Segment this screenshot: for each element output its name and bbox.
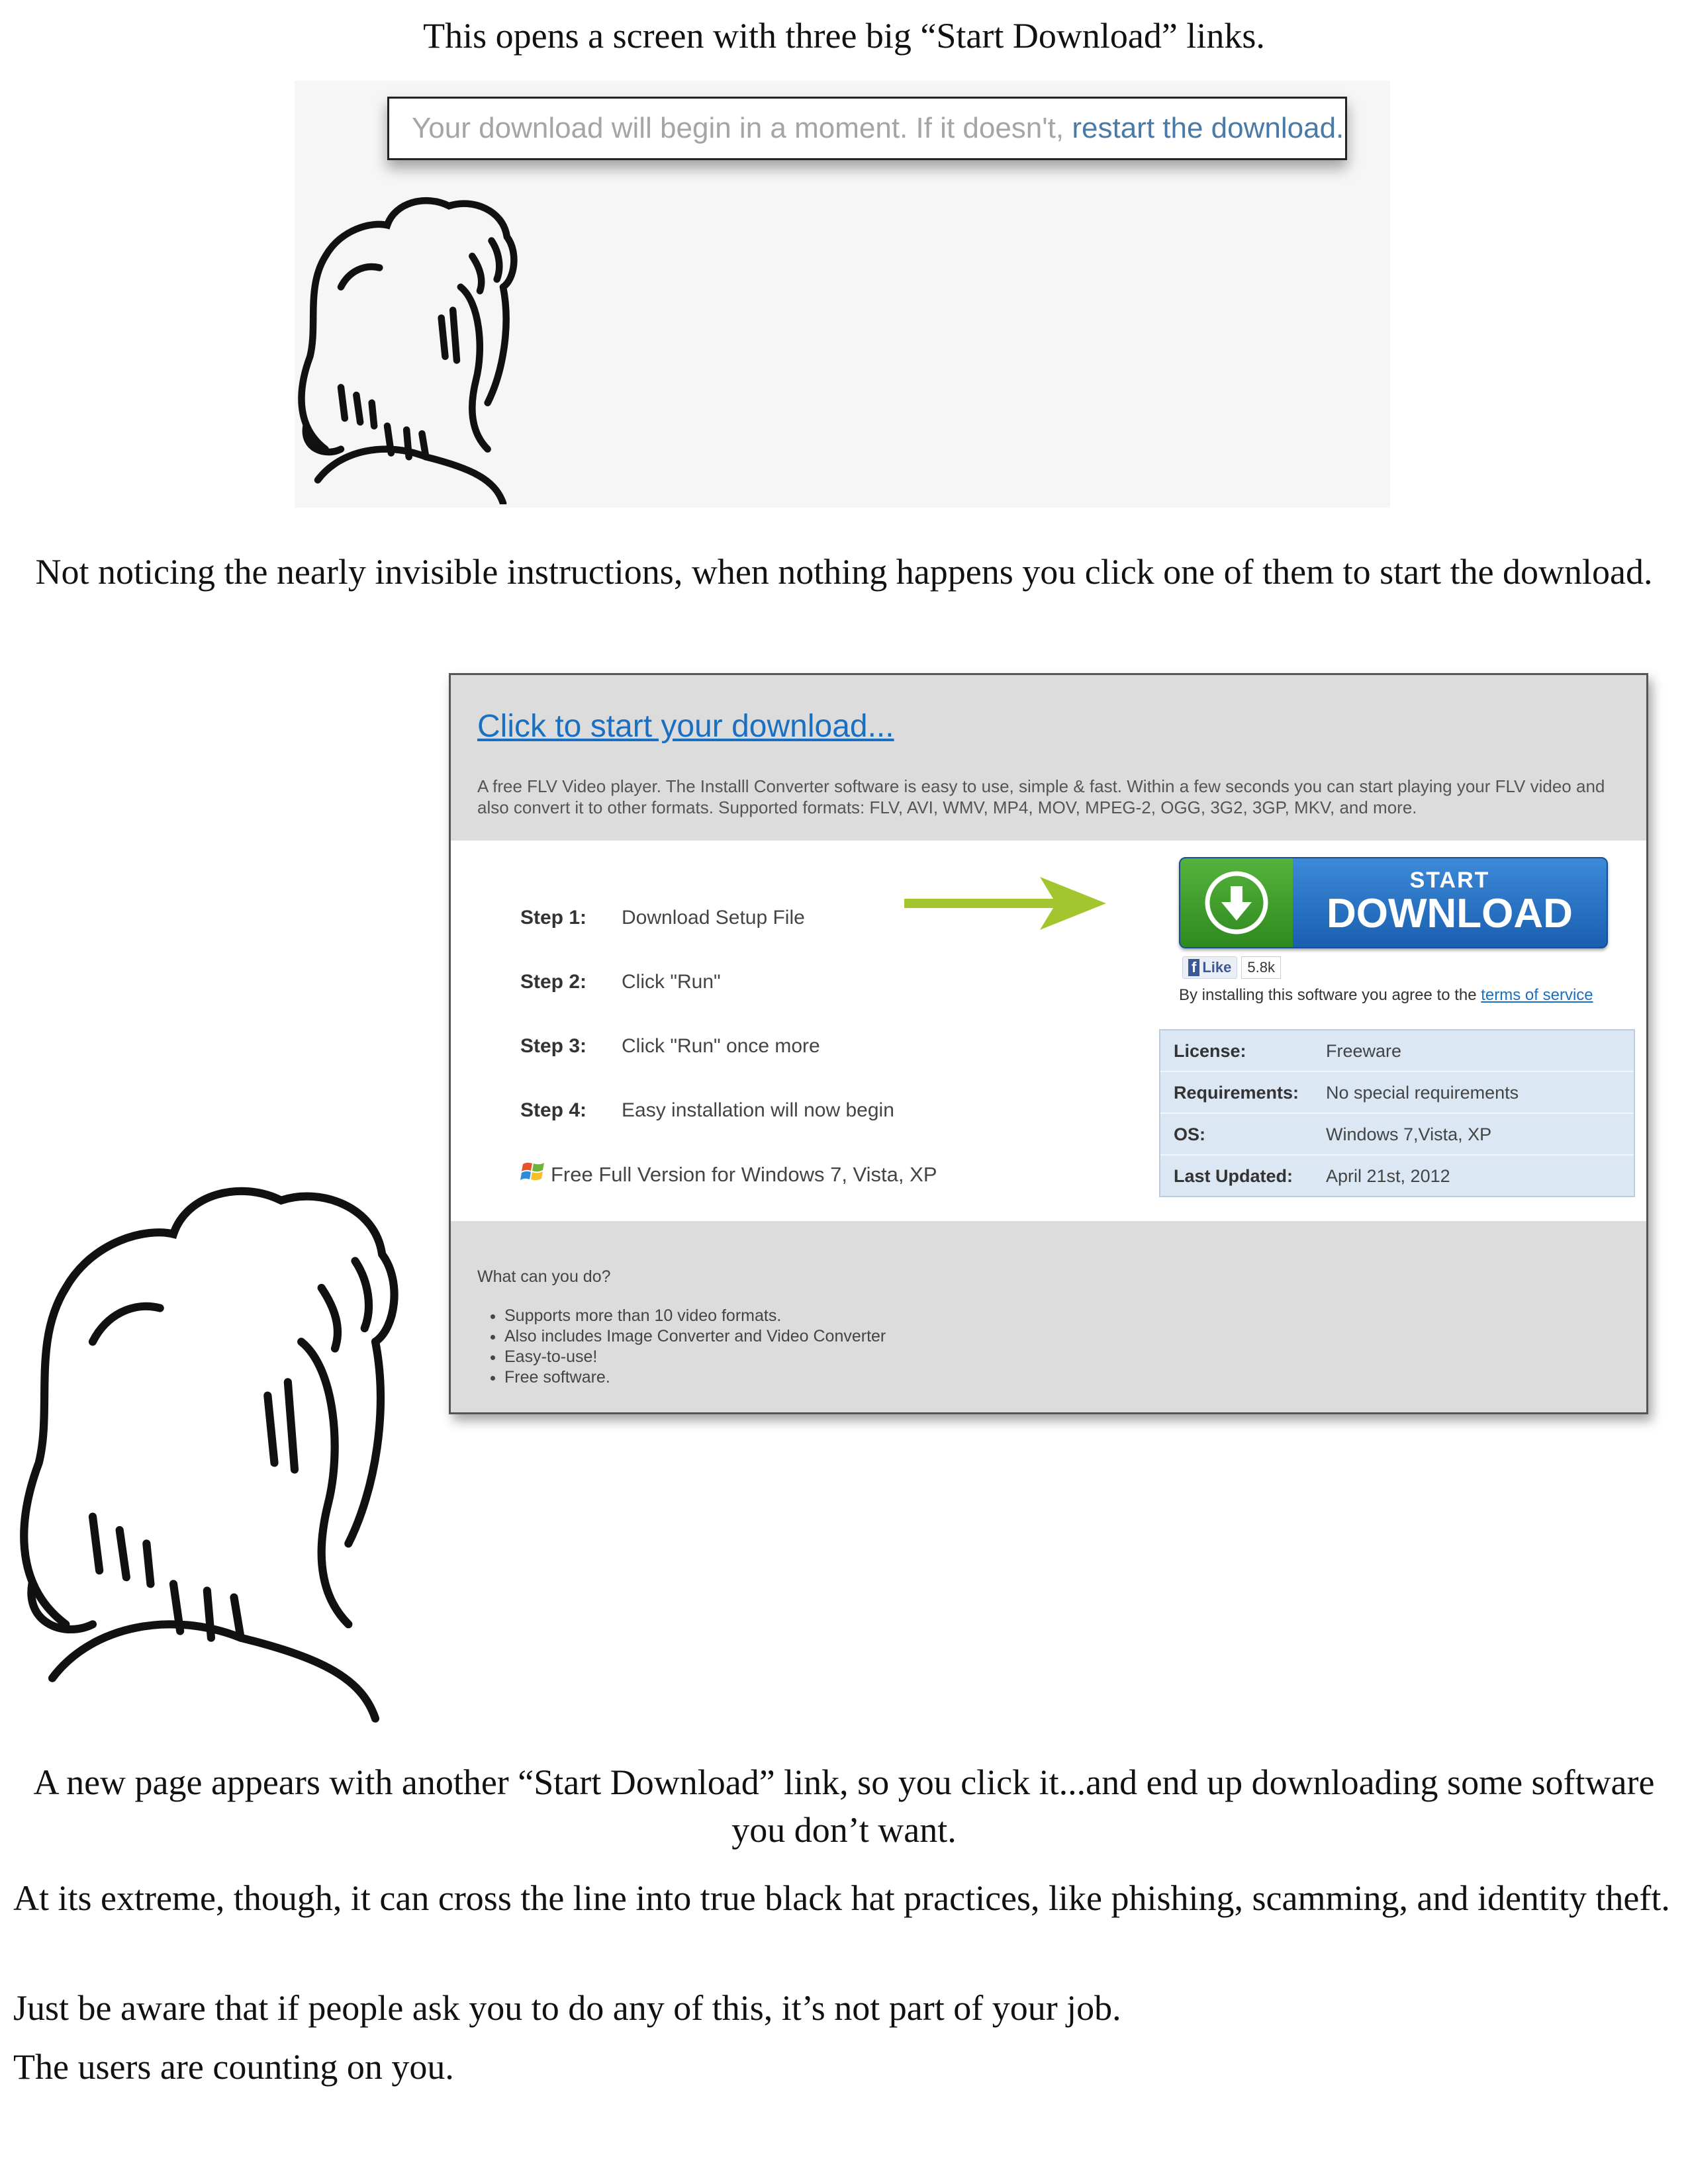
facebook-like[interactable] (1182, 956, 1281, 979)
button-download-text: DOWNLOAD (1327, 891, 1573, 936)
notice-text: Your download will begin in a moment. If it doesn't, (412, 112, 1072, 144)
step-1-label: Step 1: (520, 907, 587, 929)
like-count: 5.8k (1241, 956, 1281, 979)
notice-screenshot (295, 81, 1390, 508)
pointing-arrow (904, 874, 1109, 933)
download-header (451, 675, 1646, 841)
list-item: • Also includes Image Converter and Video Converter (504, 1326, 886, 1347)
list-item: • Easy-to-use! (504, 1347, 886, 1367)
step-3-label: Step 3: (520, 1035, 587, 1057)
step-4-label: Step 4: (520, 1099, 587, 1121)
list-item: • Free software. (504, 1367, 886, 1388)
head-drawing-large (12, 1171, 416, 1727)
start-download-button[interactable] (1179, 857, 1608, 948)
list-item: • Supports more than 10 video formats. (504, 1306, 886, 1326)
caption-not-noticing: Not noticing the nearly invisible instructions, when nothing happens you click one of them to start the download. (35, 552, 1653, 592)
step-4-text: Easy installation will now begin (622, 1099, 894, 1121)
info-label: Requirements: (1174, 1083, 1299, 1103)
terms-notice (1179, 986, 1593, 1005)
paragraph-be-aware: Just be aware that if people ask you to do any of this, it’s not part of your job. (13, 1988, 1121, 2028)
info-label: Last Updated: (1174, 1166, 1293, 1186)
step-3-text: Click "Run" once more (622, 1035, 820, 1057)
like-button[interactable] (1182, 956, 1237, 979)
step-1-text: Download Setup File (622, 907, 805, 929)
free-full-version (520, 1160, 937, 1187)
what-title: What can you do? (477, 1267, 611, 1286)
caption-new-page: A new page appears with another “Start Download” link, so you click it...and end up downloading some software you don’t want. (33, 1762, 1655, 1850)
like-label: Like (1202, 959, 1232, 976)
info-row-last-updated (1160, 1156, 1634, 1196)
info-row-requirements (1160, 1072, 1634, 1114)
terms-of-service-link[interactable]: terms of service (1481, 986, 1593, 1004)
head-drawing-small (295, 193, 526, 504)
restart-download-link[interactable]: restart the download. (1072, 112, 1344, 144)
step-2-label: Step 2: (520, 971, 587, 993)
what-can-you-do-section (451, 1221, 1646, 1412)
terms-text: By installing this software you agree to the (1179, 986, 1481, 1004)
download-arrow-icon (1180, 858, 1293, 947)
click-to-start-link[interactable]: Click to start your download... (477, 709, 894, 744)
info-value: No special requirements (1326, 1083, 1519, 1103)
paragraph-extreme: At its extreme, though, it can cross the line into true black hat practices, like phishing, scamming, and identity theft. (13, 1878, 1670, 1918)
software-description: A free FLV Video player. The Installl Converter software is easy to use, simple & fast. Within a few seconds you can start playing your FLV video and also convert it to other formats. Supported formats: FLV, AVI, WMV, MP4, MOV, MPEG-2, OGG, 3G2, 3GP, MKV, and more. (477, 776, 1605, 817)
step-2-text: Click "Run" (622, 971, 721, 993)
download-page-screenshot (449, 673, 1648, 1414)
free-full-text: Free Full Version for Windows 7, Vista, XP (551, 1163, 937, 1186)
feature-list (487, 1306, 886, 1388)
info-value: Freeware (1326, 1041, 1402, 1061)
button-start-text: START (1409, 868, 1490, 893)
software-info-table (1159, 1029, 1635, 1197)
paragraph-counting: The users are counting on you. (13, 2047, 454, 2087)
info-value: Windows 7,Vista, XP (1326, 1124, 1492, 1144)
windows-flag-icon (520, 1160, 547, 1184)
info-row-os (1160, 1114, 1634, 1156)
facebook-icon: f (1188, 959, 1199, 976)
info-label: License: (1174, 1041, 1246, 1061)
caption-intro: This opens a screen with three big “Start Download” links. (423, 16, 1265, 56)
info-label: OS: (1174, 1124, 1206, 1144)
download-notice (387, 97, 1347, 160)
info-value: April 21st, 2012 (1326, 1166, 1450, 1186)
info-row-license (1160, 1030, 1634, 1072)
